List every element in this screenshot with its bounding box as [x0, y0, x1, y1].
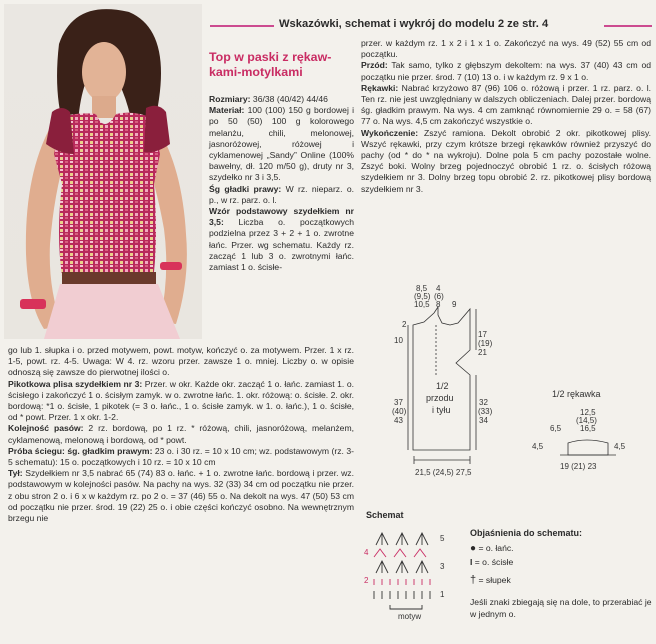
stripe-order-paragraph [8, 423, 354, 445]
stockinette-label: Śg gładki prawy: [209, 183, 282, 194]
mark-21: 21 [478, 348, 487, 357]
back-paragraph [8, 468, 354, 524]
header-rule-right [604, 25, 652, 27]
stockinette-paragraph [209, 184, 354, 206]
bottom-dim: 21,5 (24,5) 27,5 [415, 468, 472, 477]
sizes-paragraph [209, 94, 354, 105]
sleeves-text: Nabrać krzyżowo 87 (96) 106 o. różową i przer. 1 rz. parz. o. l. Ten rz. nie jest uwzględniany w dalszych obliczeniach. Dalej przer. bordową śg. gładkim prawym. Na wys. 4 cm zamknąć równomiernie 29 o. = 58 (67) 77 o. Na wys. 4,5 cm zakończyć wszystkie o. [361, 82, 651, 127]
row-number-2: 2 [364, 576, 369, 585]
chain-symbol-icon: ● [470, 543, 477, 554]
top-dim-6: 8 [436, 300, 441, 309]
legend-item-double [470, 574, 650, 586]
picot-label: Pikotkowa plisa szydełkiem nr 3: [8, 378, 143, 389]
base-pattern-label: Wzór podstawowy szydełkiem nr 3,5: [209, 206, 354, 228]
instructions-continuation [8, 345, 354, 524]
model-title: Top w paski z rękaw-kami-motylkami [209, 50, 332, 79]
mark-34: 34 [479, 416, 488, 425]
row-number-1: 1 [440, 590, 445, 599]
material-paragraph [209, 105, 354, 183]
body-pattern-diagram [380, 285, 510, 480]
double-crochet-symbol-icon: † [470, 574, 477, 586]
front-text: Tak samo, tylko z głębszym dekoltem: na wys. 37 (40) 43 cm od początku nie przer. środ. 7 (10) 13 o. i w każdym rz. 9 x 1 o. [361, 60, 651, 82]
single-crochet-symbol-icon: I [470, 557, 473, 567]
legend-title: Objaśnienia do schematu: [470, 528, 583, 538]
model-photo [4, 4, 202, 339]
gauge-text: 23 o. i 30 rz. = 10 x 10 cm; wz. podstawowym (rz. 3-5 schematu): 15 o. początkowych i 10 rz. = 10 x 10 cm [8, 445, 354, 468]
crochet-chart [362, 525, 462, 625]
row-number-4: 4 [364, 548, 369, 557]
back-continued: przer. w każdym rz. 1 x 2 i 1 x 1 o. Zakończyć na wys. 49 (52) 55 cm od początku. [361, 38, 651, 60]
base-pattern-paragraph [209, 206, 354, 273]
mark-33: (33) [478, 407, 493, 416]
mark-19: (19) [478, 339, 493, 348]
gauge-label: Próba ściegu: śg. gładkim prawym: [8, 445, 153, 456]
mark-32: 32 [479, 398, 488, 407]
body-label-3: i tyłu [432, 405, 451, 415]
sleeve-title: 1/2 rękawka [552, 389, 601, 399]
stripe-order-label: Kolejność pasów: [8, 423, 84, 434]
top-dim-3: (9,5) [414, 292, 431, 301]
material-label: Materiał: [209, 105, 248, 116]
body-label-2: przodu [426, 393, 454, 403]
header-rule-left [210, 25, 274, 27]
instructions-right-column [361, 38, 651, 195]
mark-43: 43 [394, 416, 403, 425]
top-dim-2: 4 [436, 285, 441, 293]
legend-double-text: = słupek [478, 575, 511, 585]
instructions-middle-column [209, 94, 354, 273]
row-number-3: 3 [440, 562, 445, 571]
sleeve-top-3: 6,5 [550, 424, 562, 433]
chart-symbols [374, 533, 430, 609]
body-label-1: 1/2 [436, 381, 449, 391]
schematic-title: Schemat [366, 510, 404, 520]
back-label: Tył: [8, 468, 23, 479]
mark-37: 37 [394, 398, 403, 407]
top-dim-4: (6) [434, 292, 444, 301]
sizes-label: Rozmiary: [209, 94, 251, 104]
picot-paragraph [8, 379, 354, 424]
base-pattern-continued: go lub 1. słupka i o. przed motywem, powt. motyw, kończyć o. za motywem. Przer. 1 x rz. 1-5, powt. rz. 4-5. Uwaga: W 4. rz. wzoru przer. zawsze 1 o. mniej. Liczby o. w opisie odnoszą się zawsze do pierwotnej ilości o. [8, 345, 354, 378]
mark-2: 2 [402, 320, 407, 329]
sleeves-paragraph [361, 83, 651, 128]
gauge-paragraph [8, 446, 354, 468]
header-title: Wskazówki, schemat i wykrój do modelu 2 ze str. 4 [279, 18, 549, 30]
finishing-paragraph [361, 128, 651, 195]
sleeve-side-right: 4,5 [614, 442, 626, 451]
sleeve-top-4: 16,5 [580, 424, 596, 433]
model-illustration [4, 4, 202, 339]
front-paragraph [361, 60, 651, 82]
picot-text: Przer. w okr. Każde okr. zacząć 1 o. łańc. zamiast 1. o. ścisłego i zakończyć 1 o. ścisłym zamyk. w o. zwrotne łańc. 1. okr. różową: o. ścisłe. 2. okr. bordową: *1 o. ścisłe, 1 pikotek (= 3 o. łańc., 1 o. ścisłe zamyk. w 1. o. łańc.), 1 o. ścisłe, od * powt. Przer. 1 x okr. 1-2. [8, 378, 354, 423]
stockinette-text: W rz. nieparz. o. p., w rz. parz. o. l. [209, 183, 355, 205]
legend-item-chain [470, 542, 650, 555]
row-number-5: 5 [440, 534, 445, 543]
legend-note: Jeśli znaki zbiegają się na dole, to przerabiać je w jednym o. [470, 597, 652, 619]
sleeve-pattern-diagram [530, 385, 650, 475]
sizes-values: 36/38 (40/42) 44/46 [250, 94, 328, 104]
legend-item-single [470, 556, 650, 568]
mark-17: 17 [478, 330, 487, 339]
base-pattern-text: Liczba o. początkowych podzielna przez 3 + 2 + 1 o. zwrotne łańc. Przer. wg schematu. Każdy rz. zacząć 1 lub 3 o. zwrotnymi łańc. zamiast 1 o. ścisłe- [209, 217, 354, 273]
legend-chain-text: = o. łańc. [478, 543, 514, 553]
motif-label: motyw [398, 612, 422, 621]
material-text: 100 (100) 150 g bordowej i po 50 (50) 100 g kolorowego melanżu, chili, melonowej, jasnoróżowej, różowej i cyklamenowej „Sandy” Online (100% bawełny, dł. 120 m/50 g), druty nr 3, szydełko nr 3 i 3,5. [209, 105, 354, 183]
mark-10: 10 [394, 336, 403, 345]
sleeve-bottom-dim: 19 (21) 23 [560, 462, 597, 471]
sleeve-top-2: (14,5) [576, 416, 597, 425]
stripe-order-text: 2 rz. bordową, po 1 rz. * różową, chili, jasnoróżową, melanżem, cyklamenową, melonową i bordową, od * powt. [8, 423, 354, 445]
back-text: Szydełkiem nr 3,5 nabrać 65 (74) 83 o. łańc. + 1 o. zwrotne łańc. bordową i przer. wz. podstawowym w kolejności pasów. Na pachy na wys. 32 (33) 34 cm od początku nie przer. z obu stron 2 o. i 6 x w każdym rz. po 2 o. = 37 (46) 55 o. Na dekolt na wys. 47 (50) 53 cm od początku nie przer. środ. 19 (22) 25 o. i obie części kończyć osobno. Na wewnętrznym brzegu nie [8, 468, 354, 524]
sleeves-label: Rękawki: [361, 82, 399, 93]
mark-40: (40) [392, 407, 407, 416]
finishing-text: Zszyć ramiona. Dekolt obrobić 2 okr. pikotkowej plisy. Wszyć rękawki, przy czym krótsze brzegi rękawków również przyszyć do pachy (od * do * na wykroju). Dolne pola 5 cm pachy pozostałe wolne. Zszyć boki. Wolny brzeg pojednoczyć obrobić 1 rz. o. ścisłych różową szydełkiem nr 3. Dolny brzeg topu obrobić 2. rz. pikotkowej plisy bordową szydełkiem nr 3. [361, 127, 651, 194]
sleeve-side-left: 4,5 [532, 442, 544, 451]
front-label: Przód: [361, 60, 388, 71]
top-dim-5: 10,5 [414, 300, 430, 309]
finishing-label: Wykończenie: [361, 127, 419, 138]
legend-single-text: = o. ścisłe [474, 557, 514, 567]
sleeve-top-1: 12,5 [580, 408, 596, 417]
top-dim-1: 8,5 [416, 285, 428, 293]
top-dim-7: 9 [452, 300, 457, 309]
